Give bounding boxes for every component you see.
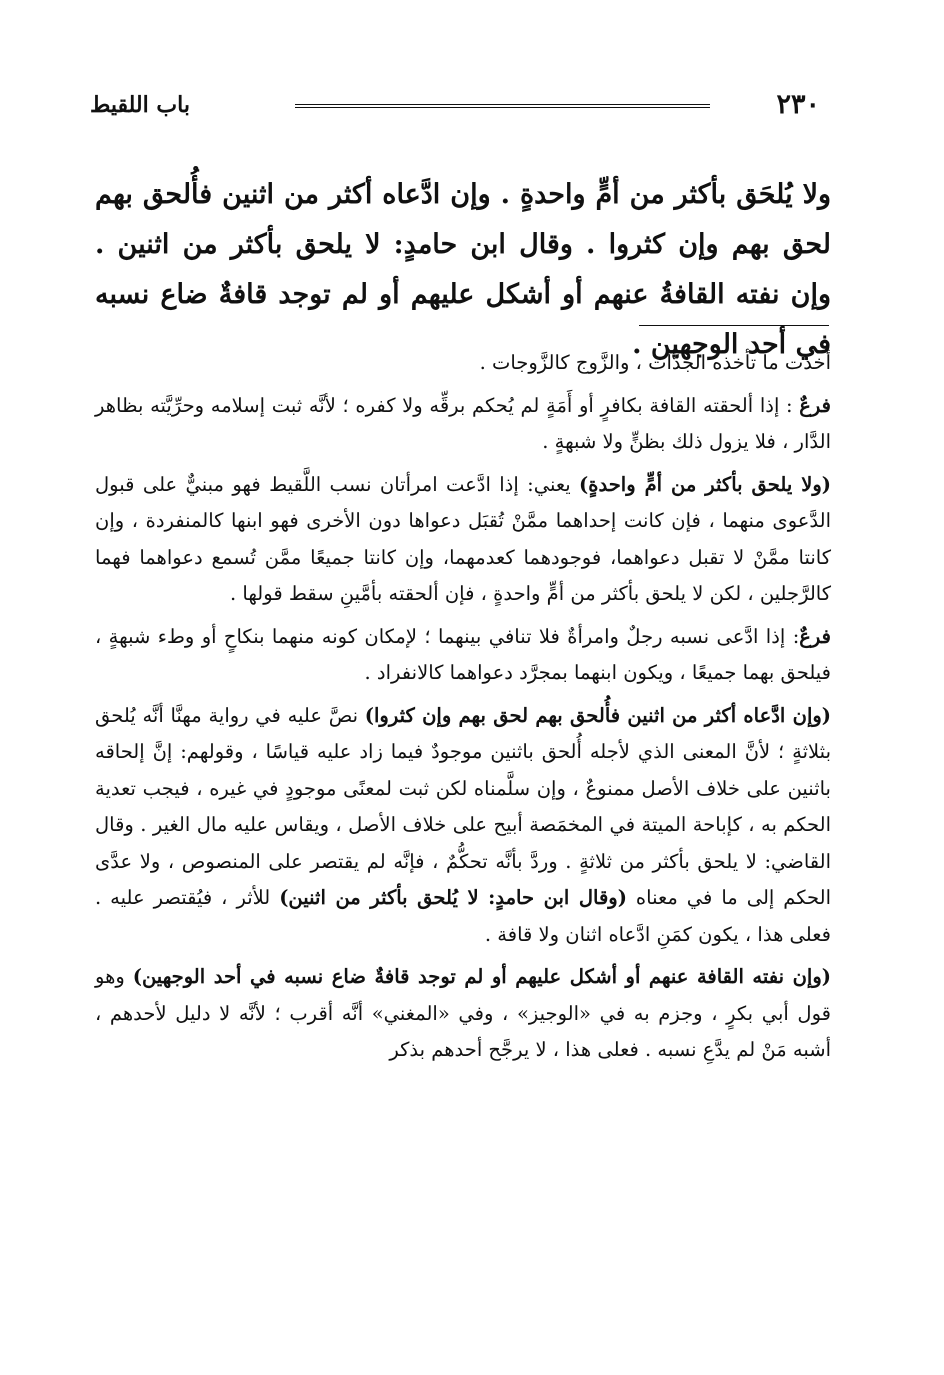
commentary-paragraph-2	[95, 388, 831, 461]
commentary-text: نصَّ عليه في رواية مهنَّا أنَّه يُلحق بثلاثةٍ ؛ لأنَّ المعنى الذي لأجله أُلحق باثنين موجودٌ فيما زاد عليه قياسًا ، وقولهم: إنَّ إلحاقه باثنين على خلاف الأصل ممنوعٌ ، وإن سلَّمناه لكن ثبت لمعنًى موجودٍ في غيره ، فيجب تعدية الحكم به ، كإباحة الميتة في المخمَصة أبيح على خلاف الأصل ، ويقاس عليه مال الغير . وقال القاضي: لا يلحق بأكثر من ثلاثةٍ . وردَّ بأنَّه تحكُّمٌ ، فإنَّه لم يقتصر على المنصوص ، ولا عدَّى الحكم إلى ما في معناه	[95, 703, 831, 909]
branch-label: فرعٌ	[799, 624, 831, 648]
quoted-matn: (وإن نفته القافة عنهم أو أشكل عليهم أو لم توجد قافةٌ ضاع نسبه في أحد الوجهين)	[132, 965, 831, 988]
quoted-matn: (وقال ابن حامدٍ: لا يُلحق بأكثر من اثنين)	[279, 886, 627, 909]
footnote-divider	[639, 325, 829, 326]
commentary-paragraph-3	[95, 467, 831, 613]
commentary-text: يعني: إذا ادَّعت امرأتان نسب اللَّقيط فهو مبنيٌّ على قبول الدَّعوى منهما ، فإن كانت إحداهما ممَّنْ تُقبَل دعواها دون الأخرى فهو ابنها كالمنفردة ، وإن كانتا ممَّنْ لا تقبل دعواهما، فوجودهما كعدمهما، وإن كانتا جميعًا ممَّن تُسمع دعواهما فهما كالرَّجلين ، لكن لا يلحق بأكثر من أمٍّ واحدةٍ ، فإن ألحقته بأمَّينِ سقط قولها .	[95, 472, 831, 605]
quoted-matn: (ولا يلحق بأكثر من أمٍّ واحدةٍ)	[579, 472, 831, 496]
quoted-matn: (وإن ادَّعاه أكثر من اثنين فأُلحق بهم لحق بهم وإن كثروا)	[364, 703, 832, 727]
matn-text: ولا يُلحَق بأكثر من أمٍّ واحدةٍ . وإن ادَّعاه أكثر من اثنين فأُلحق بهم لحق بهم وإن كثروا . وقال ابن حامدٍ: لا يلحق بأكثر من اثنين . وإن نفته القافةُ عنهم أو أشكل عليهم أو لم توجد قافةٌ ضاع نسبه في أحد الوجهين .	[95, 179, 831, 360]
page-header	[90, 88, 820, 122]
branch-label: فرعٌ	[799, 393, 831, 417]
commentary-text: : إذا ألحقته القافة بكافرٍ أو أَمَةٍ لم يُحكم برقِّه ولا كفره ؛ لأنَّه ثبت إسلامه وحرِّيَّته بظاهر الدَّار ، فلا يزول ذلك بظنٍّ ولا شبهةٍ .	[95, 393, 831, 453]
commentary-paragraph-4	[95, 619, 831, 692]
commentary	[95, 345, 831, 1075]
commentary-text: وهو قول أبي بكرٍ ، وجزم به في «الوجيز» ، وفي «المغني» أنَّه أقرب ؛ لأنَّه لا دليل لأحدهم ، أشبه مَنْ لم يدَّعِ نسبه . فعلى هذا ، لا يرجَّح أحدهم بذكر	[95, 965, 831, 1061]
commentary-paragraph-6	[95, 959, 831, 1069]
commentary-text: للأثر ، فيُقتصر عليه . فعلى هذا ، يكون كمَنِ ادَّعاه اثنان ولا قافة .	[95, 886, 831, 946]
chapter-title: باب اللقيط	[90, 92, 190, 118]
commentary-paragraph-5	[95, 698, 831, 954]
page-number: ٢٣٠	[776, 89, 820, 120]
commentary-paragraph-1: أخذت ما تأخذه الجدَّات ، والزَّوج كالزَّوجات .	[479, 351, 831, 374]
commentary-text: : إذا ادَّعى نسبه رجلٌ وامرأةٌ فلا تنافي بينهما ؛ لإمكان كونه منهما بنكاحٍ أو وطء شبهةٍ ، فيلحق بهما جميعًا ، ويكون ابنهما بمجرَّد دعواهما كالانفراد .	[95, 624, 831, 684]
header-rule	[295, 104, 710, 108]
